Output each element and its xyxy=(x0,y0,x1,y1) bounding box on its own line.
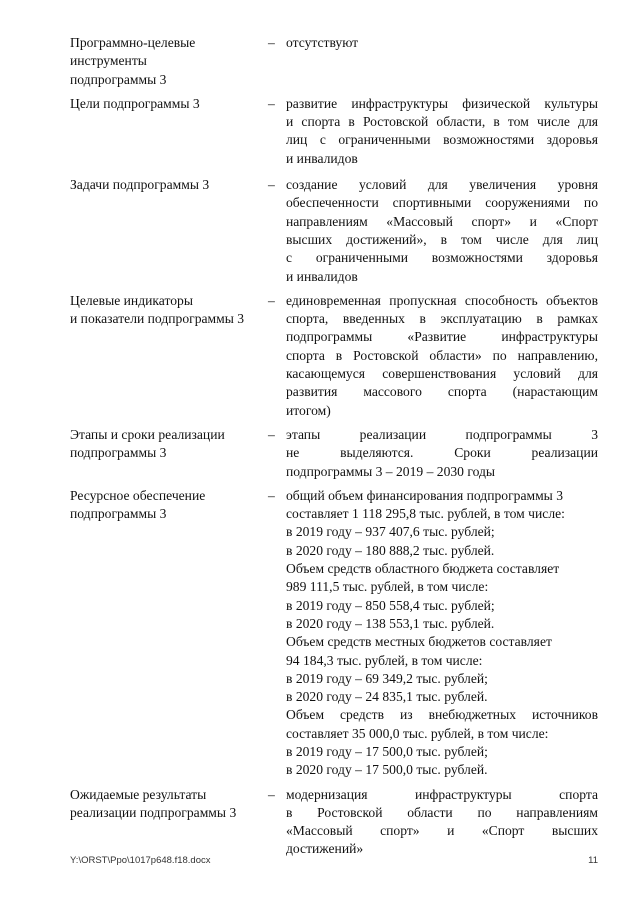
row-label: Целевые индикаторы и показатели подпрограммы 3 xyxy=(70,292,245,327)
row-value: отсутствуют xyxy=(286,35,359,50)
row-dash: – xyxy=(268,426,275,442)
row-label: Ресурсное обеспечение подпрограммы 3 xyxy=(70,487,206,522)
page-number: 11 xyxy=(588,855,598,866)
row-dash: – xyxy=(268,786,275,802)
row-label: Задачи подпрограммы 3 xyxy=(70,177,210,193)
passport-table xyxy=(70,34,598,859)
row-value: модернизация инфраструктуры спорта в Ростовской области по направлениям «Массовый спорт» и «Спорт высших достижений» xyxy=(286,786,598,857)
row-value: общий объем финансирования подпрограммы 3 составляет 1 118 295,8 тыс. рублей, в том числе: в 2019 году – 937 407,6 тыс. рублей; в 2020 году – 180 888,2 тыс. рублей. Объем средств областного бюджета составляет 989 111,5 тыс. рублей, в том числе: в 2019 году – 850 558,4 тыс. рублей; в 2020 году – 138 553,1 тыс. рублей. Объем средств местных бюджетов составляет 94 184,3 тыс. рублей, в том числе: в 2019 году – 69 349,2 тыс. рублей; в 2020 году – 24 835,1 тыс. рублей. Объем средств из внебюджетных источников составляет 35 000,0 тыс. рублей, в том числе: в 2019 году – 17 500,0 тыс. рублей; в 2020 году – 17 500,0 тыс. рублей. xyxy=(286,487,598,778)
row-dash: – xyxy=(268,95,275,111)
row-dash: – xyxy=(268,35,275,50)
row-label: Цели подпрограммы 3 xyxy=(70,95,200,111)
page-footer xyxy=(70,855,598,866)
table-row xyxy=(70,487,598,780)
row-value: единовременная пропускная способность объектов спорта, введенных в эксплуатацию в рамках подпрограммы «Развитие инфраструктуры спорта в Ростовской области» по направлению, касающемуся совершенствования условий для развития массового спорта (нарастающим итогом) xyxy=(286,292,598,418)
table-row xyxy=(70,786,598,859)
row-dash: – xyxy=(268,487,275,503)
table-row xyxy=(70,426,598,481)
table-row xyxy=(70,176,598,286)
row-label: Этапы и сроки реализации подпрограммы 3 xyxy=(70,426,225,461)
row-dash: – xyxy=(268,177,275,193)
row-value: развитие инфраструктуры физической культуры и спорта в Ростовской области, в том числе для лиц с ограниченными возможностями здоровья и инвалидов xyxy=(286,95,598,166)
footer-file-path: Y:\ORST\Ppo\1017p648.f18.docx xyxy=(70,855,211,866)
table-row xyxy=(70,34,598,89)
row-dash: – xyxy=(268,292,275,308)
row-label: Программно-целевые инструменты подпрограммы 3 xyxy=(70,35,196,87)
row-label: Ожидаемые результаты реализации подпрограммы 3 xyxy=(70,786,237,820)
row-value: этапы реализации подпрограммы 3 не выделяются. Сроки реализации подпрограммы 3 – 2019 – 2030 годы xyxy=(286,426,598,479)
table-row xyxy=(70,95,598,168)
row-value: создание условий для увеличения уровня обеспеченности спортивными сооружениями по направлениям «Массовый спорт» и «Спорт высших достижений», в том числе для лиц с ограниченными возможностями здоровья и инвалидов xyxy=(286,177,598,284)
table-row xyxy=(70,292,598,420)
